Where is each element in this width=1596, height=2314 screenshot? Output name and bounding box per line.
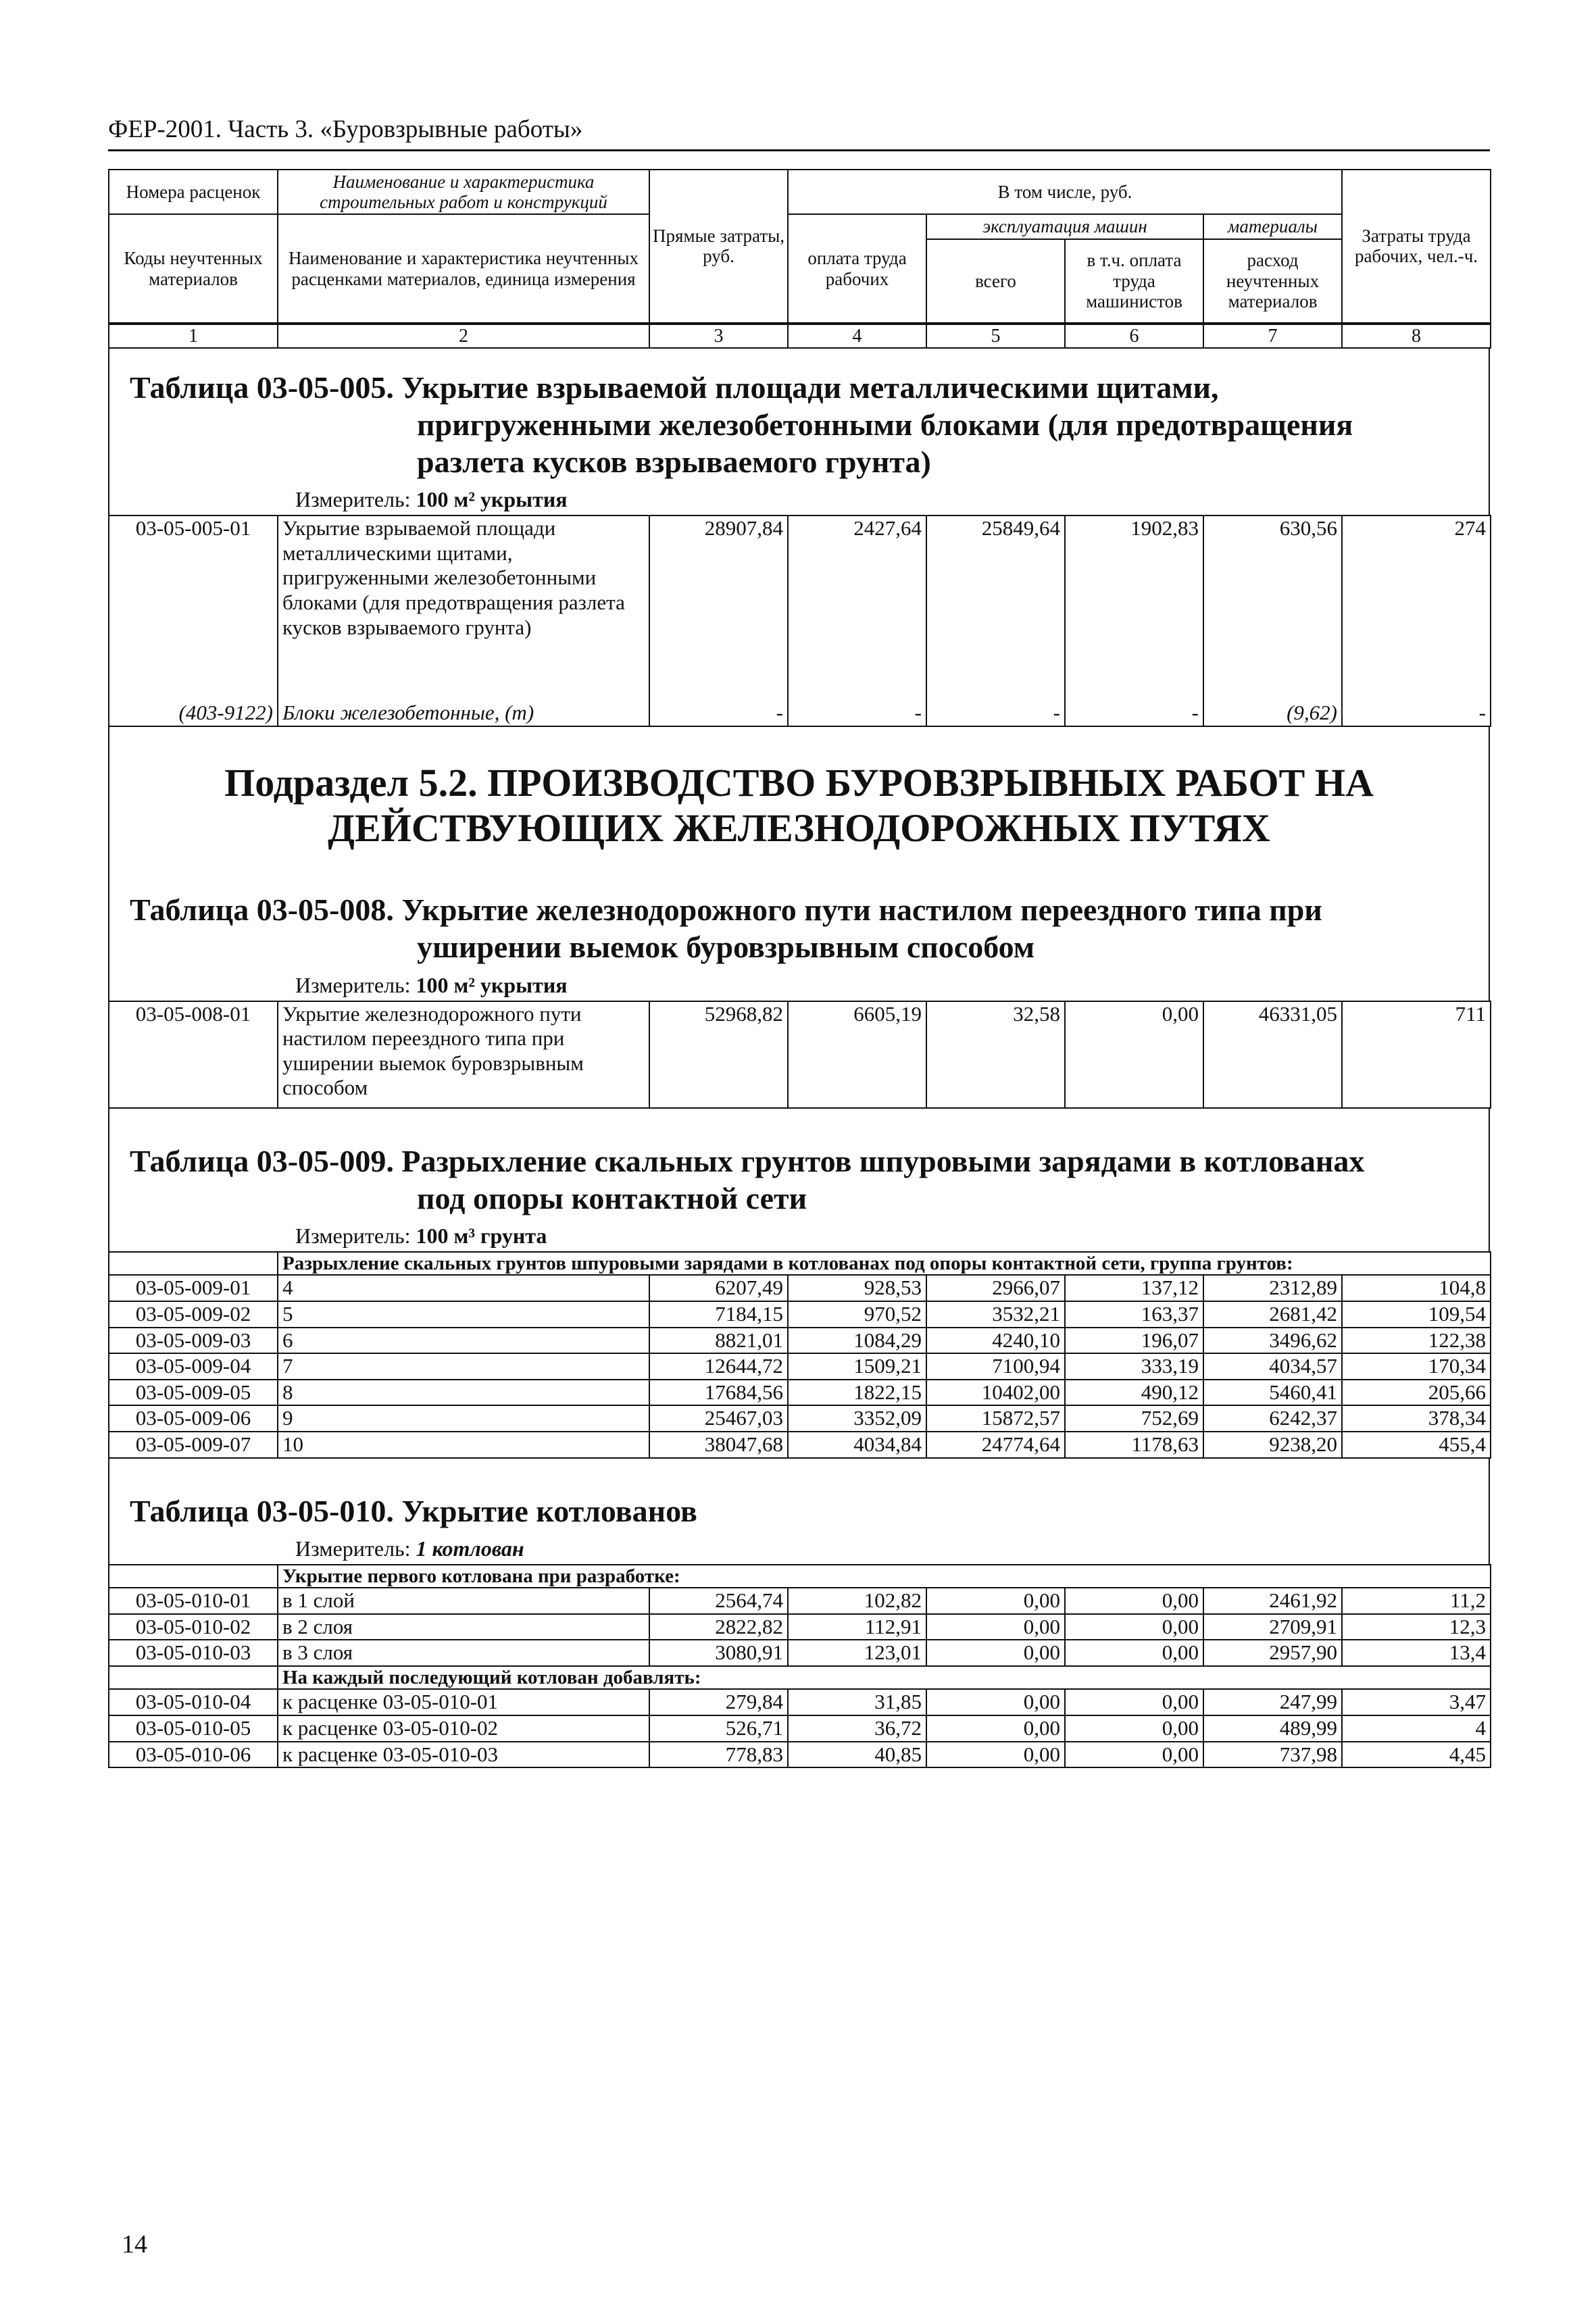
- table-row: [109, 1588, 1491, 1614]
- cell-name: 10: [278, 1432, 649, 1458]
- cell-v4: 36,72: [788, 1715, 926, 1742]
- cell-code: 03-05-010-03: [109, 1640, 278, 1666]
- cell-v6: 196,07: [1065, 1328, 1203, 1354]
- rows-009: [109, 1275, 1491, 1457]
- col-number-2: 2: [278, 324, 649, 348]
- cell-v5: 24774,64: [926, 1432, 1065, 1458]
- cell-v4: 40,85: [788, 1742, 926, 1768]
- cell-v7: 9238,20: [1203, 1432, 1342, 1458]
- cell-v5: 0,00: [926, 1742, 1065, 1768]
- cell-name: к расценке 03-05-010-02: [278, 1715, 649, 1742]
- cell-code: 03-05-009-06: [109, 1405, 278, 1432]
- table-row: [109, 1432, 1491, 1458]
- cell-v5: 2966,07: [926, 1275, 1065, 1301]
- cell-v5: 15872,57: [926, 1405, 1065, 1432]
- rows-010b: [109, 1689, 1491, 1767]
- cell-v5: 0,00: [926, 1640, 1065, 1666]
- cell-name: в 3 слоя: [278, 1640, 649, 1666]
- document-page: [108, 115, 1490, 1768]
- cell-v4: 31,85: [788, 1689, 926, 1715]
- cell-v8: 4: [1342, 1715, 1491, 1742]
- cell-v8: 11,2: [1342, 1588, 1491, 1614]
- rows-010a: [109, 1588, 1491, 1666]
- header-work-name: Наименование и характеристика строительных работ и конструкций: [278, 170, 649, 214]
- cell-code: 03-05-010-06: [109, 1742, 278, 1768]
- cell-name: к расценке 03-05-010-03: [278, 1742, 649, 1768]
- cell-v7: 2957,90: [1203, 1640, 1342, 1666]
- table-title-010: Таблица 03-05-010. Укрытие котлованов: [130, 1493, 697, 1528]
- cell-v4: 1084,29: [788, 1328, 926, 1354]
- running-head: ФЕР-2001. Часть 3. «Буровзрывные работы»: [108, 115, 1490, 151]
- cell-v4: 1822,15: [788, 1380, 926, 1406]
- table-row: [109, 1689, 1491, 1715]
- cell-v4: 970,52: [788, 1301, 926, 1328]
- header-material-codes: Коды неучтенных материалов: [109, 214, 278, 322]
- section-t009: [108, 1109, 1490, 1251]
- cell-v6: 0,00: [1065, 1689, 1203, 1715]
- column-header-table: [108, 169, 1491, 324]
- cell-name: 7: [278, 1353, 649, 1380]
- header-materials: материалы: [1203, 214, 1342, 238]
- table-row: 03-05-005-01 Укрытие взрываемой площади металлическими щитами, пригруженными железобетонными блоками (для предотвращения разлета кусков взрываемого грунта) 28907,84 2427,64 25849,64 1902,83 630,56 274: [109, 515, 1491, 701]
- cell-name: 8: [278, 1380, 649, 1406]
- cell-v4: 102,82: [788, 1588, 926, 1614]
- cell-v6: 0,00: [1065, 1640, 1203, 1666]
- table-title-009: Таблица 03-05-009. Разрыхление скальных грунтов шпуровыми зарядами в котлованах под опоры контактной сети: [130, 1143, 1365, 1215]
- table-row: [109, 1614, 1491, 1640]
- group-row: Разрыхление скальных грунтов шпуровыми зарядами в котлованах под опоры контактной сети, группа грунтов:: [109, 1252, 1491, 1275]
- cell-v8: 378,34: [1342, 1405, 1491, 1432]
- cell-v3: 526,71: [649, 1715, 788, 1742]
- cell-code: 03-05-009-04: [109, 1353, 278, 1380]
- meter-009: Измеритель: 100 м³ грунта: [295, 1224, 547, 1248]
- cell-v7: 2461,92: [1203, 1588, 1342, 1614]
- table-title-008: Таблица 03-05-008. Укрытие железнодорожного пути настилом переездного типа при уширении выемок буровзрывным способом: [130, 892, 1322, 965]
- cell-name: к расценке 03-05-010-01: [278, 1689, 649, 1715]
- cell-v3: 17684,56: [649, 1380, 788, 1406]
- cell-v6: 0,00: [1065, 1588, 1203, 1614]
- col-number-8: 8: [1342, 324, 1491, 348]
- header-including: В том числе, руб.: [788, 170, 1342, 214]
- group-row: Укрытие первого котлована при разработке:: [109, 1565, 1491, 1588]
- col-number-1: 1: [109, 324, 278, 348]
- table-010: [108, 1564, 1491, 1768]
- cell-v6: 490,12: [1065, 1380, 1203, 1406]
- meter-008: Измеритель: 100 м² укрытия: [295, 972, 568, 997]
- section-t005: [108, 349, 1490, 515]
- cell-v4: 1509,21: [788, 1353, 926, 1380]
- cell-code: 03-05-009-01: [109, 1275, 278, 1301]
- col-number-4: 4: [788, 324, 926, 348]
- cell-v5: 0,00: [926, 1715, 1065, 1742]
- cell-v7: 5460,41: [1203, 1380, 1342, 1406]
- cell-v6: 1178,63: [1065, 1432, 1203, 1458]
- table-row: [109, 1405, 1491, 1432]
- cell-v3: 8821,01: [649, 1328, 788, 1354]
- cell-v5: 0,00: [926, 1689, 1065, 1715]
- meter-010: Измеритель: 1 котлован: [295, 1536, 524, 1561]
- cell-v4: 3352,09: [788, 1405, 926, 1432]
- cell-v6: 752,69: [1065, 1405, 1203, 1432]
- cell-v7: 2709,91: [1203, 1614, 1342, 1640]
- cell-v7: 6242,37: [1203, 1405, 1342, 1432]
- cell-name: 6: [278, 1328, 649, 1354]
- header-material-name: Наименование и характеристика неучтенных расценками материалов, единица измерения: [278, 214, 649, 322]
- table-row: [109, 1380, 1491, 1406]
- cell-v5: 4240,10: [926, 1328, 1065, 1354]
- cell-v8: 122,38: [1342, 1328, 1491, 1354]
- header-machines: эксплуатация машин: [926, 214, 1203, 238]
- table-row: [109, 1640, 1491, 1666]
- table-009: [108, 1251, 1491, 1459]
- cell-v8: 4,45: [1342, 1742, 1491, 1768]
- cell-v6: 163,37: [1065, 1301, 1203, 1328]
- cell-code: 03-05-009-02: [109, 1301, 278, 1328]
- table-008: [108, 1001, 1491, 1109]
- cell-v6: 0,00: [1065, 1614, 1203, 1640]
- table-row-material: (403-9122) Блоки железобетонные, (т) - - - - (9,62) -: [109, 701, 1491, 726]
- meter-005: Измеритель: 100 м² укрытия: [295, 487, 568, 512]
- cell-v8: 170,34: [1342, 1353, 1491, 1380]
- cell-v4: 112,91: [788, 1614, 926, 1640]
- cell-v5: 0,00: [926, 1614, 1065, 1640]
- col-number-7: 7: [1203, 324, 1342, 348]
- table-row: [109, 1715, 1491, 1742]
- cell-v8: 12,3: [1342, 1614, 1491, 1640]
- subsection-block: [108, 727, 1490, 1001]
- cell-v3: 25467,03: [649, 1405, 788, 1432]
- cell-v8: 205,66: [1342, 1380, 1491, 1406]
- cell-v6: 0,00: [1065, 1742, 1203, 1768]
- cell-v3: 279,84: [649, 1689, 788, 1715]
- table-row: [109, 1301, 1491, 1328]
- cell-v6: 137,12: [1065, 1275, 1203, 1301]
- cell-v8: 455,4: [1342, 1432, 1491, 1458]
- cell-v7: 247,99: [1203, 1689, 1342, 1715]
- cell-v5: 3532,21: [926, 1301, 1065, 1328]
- cell-code: 03-05-010-04: [109, 1689, 278, 1715]
- table-005: [108, 515, 1491, 727]
- header-machinist-pay: в т.ч. оплата труда машинистов: [1065, 239, 1203, 323]
- cell-v7: 2681,42: [1203, 1301, 1342, 1328]
- cell-name: в 2 слоя: [278, 1614, 649, 1640]
- cell-v5: 0,00: [926, 1588, 1065, 1614]
- cell-v6: 333,19: [1065, 1353, 1203, 1380]
- cell-v8: 109,54: [1342, 1301, 1491, 1328]
- cell-v7: 3496,62: [1203, 1328, 1342, 1354]
- cell-v8: 13,4: [1342, 1640, 1491, 1666]
- cell-v7: 2312,89: [1203, 1275, 1342, 1301]
- cell-v3: 7184,15: [649, 1301, 788, 1328]
- column-number-row: [108, 324, 1491, 349]
- header-worker-pay: оплата труда рабочих: [788, 214, 926, 322]
- cell-v3: 6207,49: [649, 1275, 788, 1301]
- cell-v6: 0,00: [1065, 1715, 1203, 1742]
- cell-v3: 778,83: [649, 1742, 788, 1768]
- header-machines-total: всего: [926, 239, 1065, 323]
- table-row: [109, 1328, 1491, 1354]
- cell-v5: 7100,94: [926, 1353, 1065, 1380]
- cell-code: 03-05-010-01: [109, 1588, 278, 1614]
- cell-v3: 3080,91: [649, 1640, 788, 1666]
- cell-v8: 3,47: [1342, 1689, 1491, 1715]
- table-row: [109, 1353, 1491, 1380]
- group-row: На каждый последующий котлован добавлять:: [109, 1666, 1491, 1689]
- table-row: 03-05-008-01 Укрытие железнодорожного пути настилом переездного типа при уширении выемок буровзрывным способом 52968,82 6605,19 32,58 0,00 46331,05 711: [109, 1001, 1491, 1108]
- table-row: [109, 1742, 1491, 1768]
- cell-v3: 38047,68: [649, 1432, 788, 1458]
- header-rate-number: Номера расценок: [109, 170, 278, 214]
- header-direct-costs: Прямые затраты, руб.: [649, 170, 788, 323]
- cell-v3: 2564,74: [649, 1588, 788, 1614]
- cell-v4: 123,01: [788, 1640, 926, 1666]
- table-row: [109, 1275, 1491, 1301]
- cell-v7: 737,98: [1203, 1742, 1342, 1768]
- cell-code: 03-05-009-03: [109, 1328, 278, 1354]
- col-number-6: 6: [1065, 324, 1203, 348]
- header-labor-costs: Затраты труда рабочих, чел.-ч.: [1342, 170, 1491, 323]
- cell-v5: 10402,00: [926, 1380, 1065, 1406]
- cell-v3: 12644,72: [649, 1353, 788, 1380]
- subsection-heading: Подраздел 5.2. ПРОИЗВОДСТВО БУРОВЗРЫВНЫХ РАБОТ НА ДЕЙСТВУЮЩИХ ЖЕЛЕЗНОДОРОЖНЫХ ПУТЯХ: [224, 760, 1374, 850]
- col-number-3: 3: [649, 324, 788, 348]
- cell-name: в 1 слой: [278, 1588, 649, 1614]
- cell-v4: 4034,84: [788, 1432, 926, 1458]
- cell-code: 03-05-009-05: [109, 1380, 278, 1406]
- cell-v8: 104,8: [1342, 1275, 1491, 1301]
- cell-name: 4: [278, 1275, 649, 1301]
- cell-v7: 4034,57: [1203, 1353, 1342, 1380]
- cell-code: 03-05-010-02: [109, 1614, 278, 1640]
- header-material-consumption: расход неучтенных материалов: [1203, 239, 1342, 323]
- cell-name: 9: [278, 1405, 649, 1432]
- cell-name: 5: [278, 1301, 649, 1328]
- cell-v4: 928,53: [788, 1275, 926, 1301]
- table-title-005: Таблица 03-05-005. Укрытие взрываемой площади металлическими щитами, пригруженными железобетонными блоками (для предотвращения разлета кусков взрываемого грунта): [130, 370, 1353, 480]
- section-t010: [108, 1459, 1490, 1564]
- col-number-5: 5: [926, 324, 1065, 348]
- cell-code: 03-05-010-05: [109, 1715, 278, 1742]
- cell-v7: 489,99: [1203, 1715, 1342, 1742]
- cell-v3: 2822,82: [649, 1614, 788, 1640]
- page-number: 14: [122, 2230, 147, 2259]
- cell-code: 03-05-009-07: [109, 1432, 278, 1458]
